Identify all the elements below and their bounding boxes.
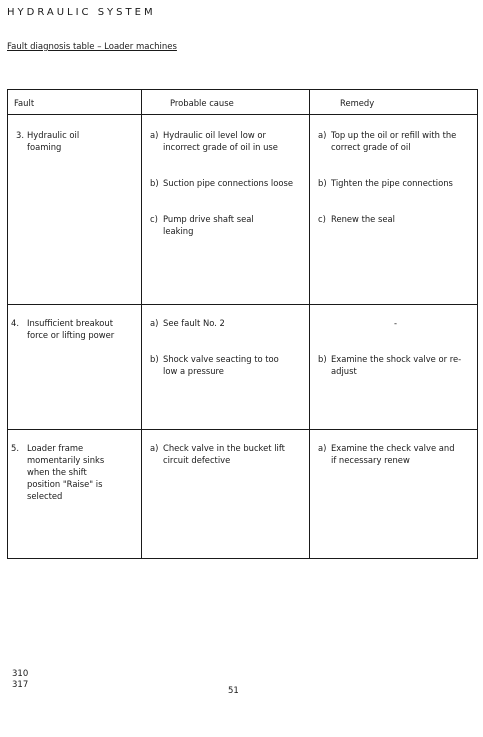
- cause-item: b) Suction pipe connections loose: [150, 178, 293, 188]
- remedy-cell: [310, 429, 478, 558]
- cause-item: c) Pump drive shaft seal leaking: [150, 214, 254, 236]
- fault-cell: [8, 304, 142, 429]
- cause-item: b) Shock valve seacting to too low a pressure: [150, 353, 279, 376]
- section-title: HYDRAULIC SYSTEM: [7, 7, 156, 18]
- fault-text: Loader frame momentarily sinks when the shift position "Raise" is selected: [27, 442, 105, 501]
- doc-code: 317: [12, 680, 29, 690]
- cause-cell: [142, 115, 310, 305]
- cause-cell: [142, 429, 310, 558]
- table-row: [8, 115, 478, 305]
- table-subtitle: Fault diagnosis table – Loader machines: [7, 42, 177, 52]
- fault-diagnosis-table: [7, 89, 478, 559]
- fault-number: 5.: [11, 442, 19, 453]
- cause-item: a) Hydraulic oil level low or incorrect grade of oil in use: [150, 130, 278, 152]
- fault-text: Hydraulic oil foaming: [27, 130, 80, 152]
- remedy-dash: -: [393, 317, 398, 328]
- remedy-item: b) Tighten the pipe connections: [318, 178, 453, 188]
- column-header-fault: Fault: [8, 90, 142, 115]
- table-row: [8, 429, 478, 558]
- table-header-row: [8, 90, 478, 115]
- column-header-cause: Probable cause: [142, 90, 310, 115]
- fault-cell: [8, 429, 142, 558]
- remedy-cell: [310, 304, 478, 429]
- document-codes: [12, 669, 28, 691]
- remedy-item: c) Renew the seal: [318, 214, 395, 224]
- table-row: [8, 304, 478, 429]
- fault-cell: [8, 115, 142, 305]
- cause-cell: [142, 304, 310, 429]
- column-header-remedy: Remedy: [310, 90, 478, 115]
- cause-item: a) Check valve in the bucket lift circuit defective: [150, 442, 285, 465]
- fault-text: Insufficient breakout force or lifting power: [27, 317, 115, 340]
- remedy-item: a) Examine the check valve and if necessary renew: [318, 442, 455, 465]
- fault-number: 4.: [11, 317, 19, 328]
- remedy-item: b) Examine the shock valve or re-adjust: [318, 353, 462, 376]
- doc-code: 310: [12, 669, 29, 679]
- page-number: 51: [228, 686, 239, 696]
- remedy-item: a) Top up the oil or refill with the correct grade of oil: [318, 130, 457, 152]
- remedy-cell: [310, 115, 478, 305]
- fault-number: 3.: [16, 130, 24, 140]
- cause-item: a) See fault No. 2: [150, 317, 225, 328]
